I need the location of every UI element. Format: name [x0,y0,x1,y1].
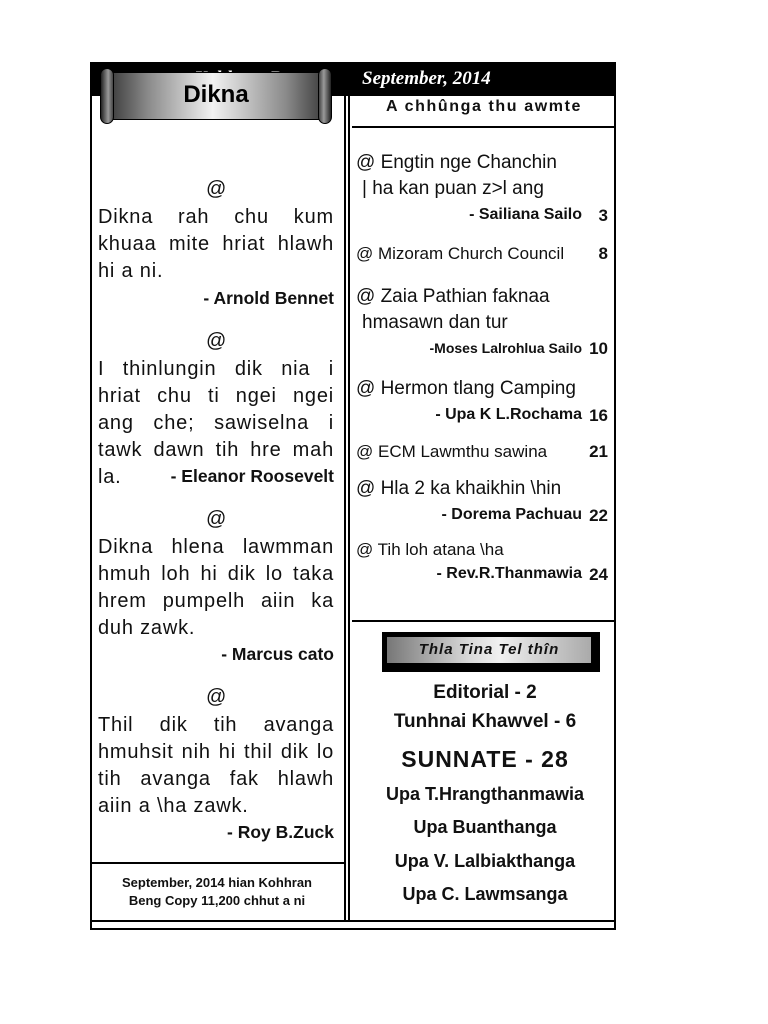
toc-author: - Sailiana Sailo [469,206,582,223]
toc-title: @ Hla 2 ka khaikhin \hin [356,478,562,499]
quote-marker: @ [206,508,227,530]
toc-title: @ ECM Lawmthu sawina [356,442,548,461]
regular-item: Upa Buanthanga [413,817,557,837]
quote-text: Thil dik tih avanga hmuhsit nih hi thil dik lo tih avanga fak hlawh aiin a \ha zawk. [98,714,334,817]
monthly-columns-label-box [382,632,600,672]
toc-title: @ Tih loh atana \ha [356,540,504,559]
quote-author: - Roy B.Zuck [227,822,334,842]
column-divider-right [348,96,350,920]
toc-title: | ha kan puan z>l ang [362,178,544,199]
dikna-banner [100,68,332,122]
quote-marker: @ [206,330,227,352]
quote-marker: @ [206,178,227,200]
toc-author: -Moses Lalrohlua Sailo [429,340,582,356]
contents-heading-rule [352,126,614,128]
regular-item: Upa T.Hrangthanmawia [385,784,585,804]
contents-end-rule [352,620,614,622]
quote-marker: @ [206,686,227,708]
quote-text: I thinlungin dik nia i hriat chu ti ngei ngei ang che; sawiselna i tawk dawn tih hre mah la. [98,358,334,488]
toc-page: 10 [589,339,608,358]
toc-page: 22 [589,506,608,525]
toc-page: 21 [589,442,608,461]
print-run-line-2: Beng Copy 11,200 chhut a ni [128,893,306,908]
regular-item: Upa C. Lawmsanga [402,884,568,904]
regular-item: SUNNATE - 28 [401,746,569,772]
print-run-note [92,874,342,910]
toc-page: 3 [598,206,608,225]
toc-title: @ Engtin nge Chanchin [356,152,557,173]
magazine-page [90,62,616,930]
issue-date: September, 2014 [362,68,491,89]
regular-item: Tunhnai Khawvel - 6 [393,711,577,732]
toc-page: 16 [589,406,608,425]
regular-item: Editorial - 2 [433,682,537,703]
toc-title: @ Mizoram Church Council [356,244,565,263]
toc-title: hmasawn dan tur [362,312,508,333]
regular-item: Upa V. Lalbiakthanga [394,851,576,871]
quote-author: - Marcus cato [221,644,334,664]
quote-author: - Arnold Bennet [203,288,334,308]
quote-text: Dikna hlena lawmman hmuh loh hi dik lo taka hrem pumpelh aiin ka duh zawk. [98,536,334,639]
toc-page: 24 [589,565,608,584]
monthly-columns-label: Thla Tina Tel thîn [386,636,592,664]
contents-heading: A chhûnga thu awmte [385,98,583,115]
quote-text: Dikna rah chu kum khuaa mite hriat hlawh hi a ni. [98,206,334,282]
column-divider-left [344,96,346,920]
quote-author: - Eleanor Roosevelt [170,466,334,486]
toc-title: @ Zaia Pathian faknaa [356,286,550,307]
toc-author: - Upa K L.Rochama [435,406,582,423]
toc-author: - Rev.R.Thanmawia [436,565,582,582]
left-footer-rule [92,862,344,864]
toc-title: @ Hermon tlang Camping [356,378,576,399]
toc-author: - Dorema Pachuau [441,506,582,523]
print-run-line-1: September, 2014 hian Kohhran [121,875,312,890]
toc-page: 8 [598,244,608,263]
banner-title: Dikna [183,81,249,108]
bottom-rule [90,920,616,922]
